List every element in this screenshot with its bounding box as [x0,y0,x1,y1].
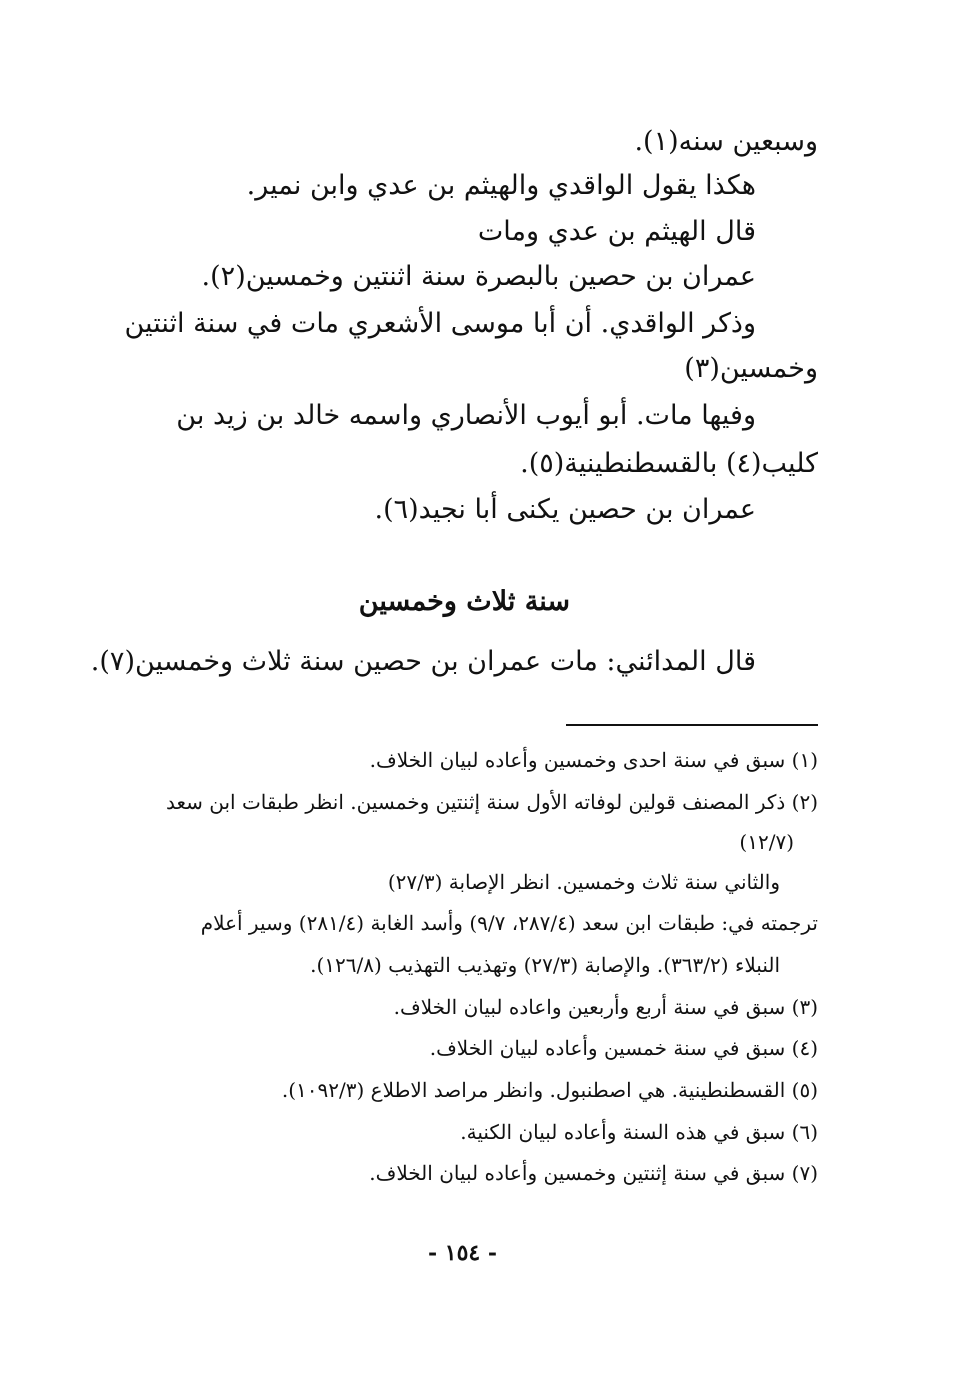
body-line-2: هكذا يقول الواقدي والهيثم بن عدي وابن نمير. [246,170,756,201]
body-line-7: وفيها مات. أبو أيوب الأنصاري واسمه خالد بن زيد بن [176,400,756,431]
body-line-6: وخمسين(٣) [684,353,818,384]
footnote-separator [566,724,818,726]
footnote-5: (٥) القسطنطينية. هي اصطنبول. وانظر مراصد الاطلاع (١٠٩٢/٣). [281,1078,818,1102]
footnote-2-cont-3: ترجمته في: طبقات ابن سعد (٢٨٧/٤، ٩/٧) وأسد الغابة (٢٨١/٤) وسير أعلام [200,911,818,935]
footnote-2-cont-1: (١٢/٧) [739,830,794,854]
footnote-2: (٢) ذكر المصنف قولين لوفاته الأول سنة إثنتين وخمسين. انظر طبقات ابن سعد [166,790,818,814]
page-number: - ١٥٤ - [428,1240,498,1266]
body-line-9: عمران بن حصين يكنى أبا نجيد(٦). [374,494,756,525]
body-line-5: وذكر الواقدي. أن أبا موسى الأشعري مات في سنة اثنتين [124,308,756,339]
section-heading: سنة ثلاث وخمسين [358,586,570,617]
footnote-4: (٤) سبق في سنة خمسين وأعاده لبيان الخلاف. [429,1036,818,1060]
section-line: قال المدائني: مات عمران بن حصين سنة ثلاث وخمسين(٧). [90,646,756,677]
body-line-1: وسبعين سنه(١). [634,126,818,157]
footnote-3: (٣) سبق في سنة أربع وأربعين واعاده لبيان الخلاف. [393,995,818,1019]
body-line-8: كليب(٤) بالقسطنطينية(٥). [520,448,818,479]
footnote-2-cont-4: النبلاء (٣٦٣/٢). والإصابة (٢٧/٣) وتهذيب التهذيب (١٢٦/٨). [310,953,780,977]
footnote-2-cont-2: والثاني سنة ثلاث وخمسين. انظر الإصابة (٢٧/٣) [387,870,780,894]
footnote-6: (٦) سبق في هذه السنة وأعاده لبيان الكنية. [460,1120,818,1144]
body-line-4: عمران بن حصين بالبصرة سنة اثنتين وخمسين(٢). [201,261,756,292]
footnote-7: (٧) سبق في سنة إثنتين وخمسين وأعاده لبيان الخلاف. [369,1161,818,1185]
body-line-3: قال الهيثم بن عدي ومات [477,216,756,247]
footnote-1: (١) سبق في سنة احدى وخمسين وأعاده لبيان الخلاف. [369,748,818,772]
